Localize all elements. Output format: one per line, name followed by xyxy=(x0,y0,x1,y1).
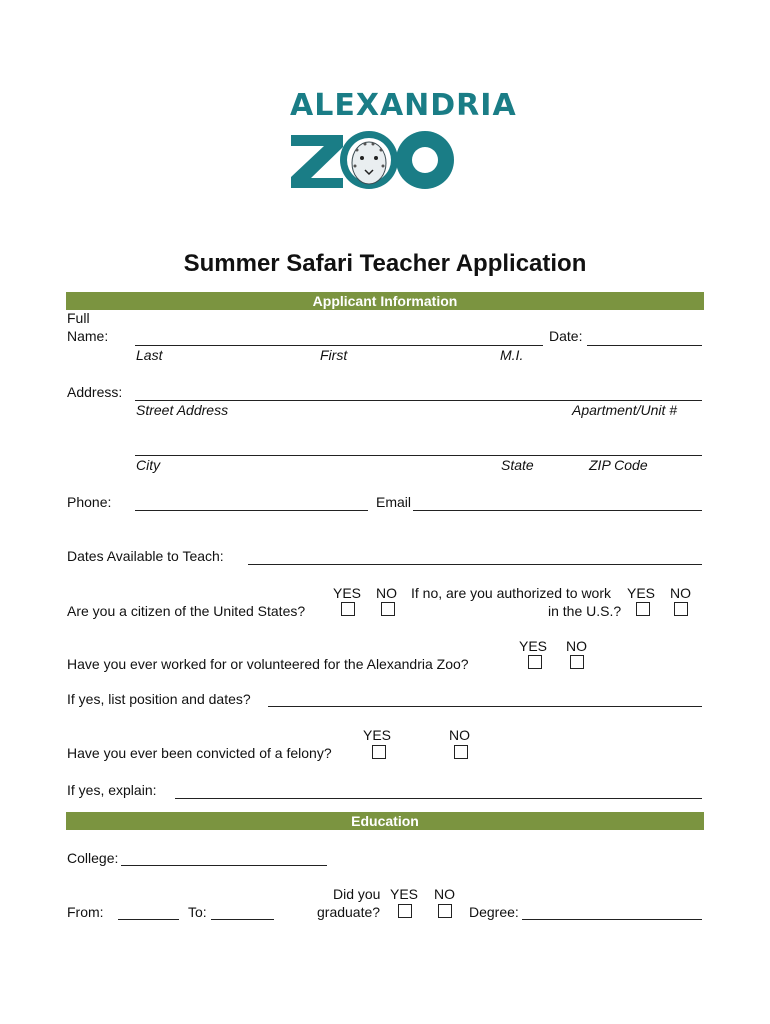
degree-field[interactable] xyxy=(522,919,702,920)
full-name-field[interactable] xyxy=(135,345,543,346)
graduate-no-checkbox[interactable] xyxy=(438,904,452,918)
date-label: Date: xyxy=(549,328,583,344)
graduate-no-label: NO xyxy=(434,886,455,902)
email-label: Email xyxy=(376,494,412,510)
authorized-yes-label: YES xyxy=(627,585,656,601)
city-state-zip-field[interactable] xyxy=(135,455,702,456)
degree-label: Degree: xyxy=(469,904,519,920)
date-field[interactable] xyxy=(587,345,702,346)
list-position-field[interactable] xyxy=(268,706,702,707)
worked-no-label: NO xyxy=(566,638,587,654)
street-caption: Street Address xyxy=(136,402,229,418)
authorized-yes-checkbox[interactable] xyxy=(636,602,650,616)
citizen-question: Are you a citizen of the United States? xyxy=(67,603,306,619)
zoo-logo-icon xyxy=(291,130,455,192)
to-field[interactable] xyxy=(211,919,274,920)
graduate-yes-label: YES xyxy=(390,886,419,902)
authorized-question-1: If no, are you authorized to work xyxy=(411,585,611,601)
explain-label: If yes, explain: xyxy=(67,782,157,798)
worked-no-checkbox[interactable] xyxy=(570,655,584,669)
first-caption: First xyxy=(320,347,348,363)
citizen-no-checkbox[interactable] xyxy=(381,602,395,616)
apt-caption: Apartment/Unit # xyxy=(572,402,678,418)
street-address-field[interactable] xyxy=(135,400,702,401)
felony-yes-checkbox[interactable] xyxy=(372,745,386,759)
graduate-label-2: graduate? xyxy=(317,904,381,920)
dates-available-label: Dates Available to Teach: xyxy=(67,548,224,564)
citizen-no-label: NO xyxy=(376,585,397,601)
felony-no-checkbox[interactable] xyxy=(454,745,468,759)
section-education-header: Education xyxy=(66,812,704,830)
zip-caption: ZIP Code xyxy=(589,457,648,473)
list-position-label: If yes, list position and dates? xyxy=(67,691,251,707)
state-caption: State xyxy=(501,457,534,473)
worked-question: Have you ever worked for or volunteered for the Alexandria Zoo? xyxy=(67,656,469,672)
citizen-yes-checkbox[interactable] xyxy=(341,602,355,616)
explain-field[interactable] xyxy=(175,798,702,799)
mi-caption: M.I. xyxy=(500,347,524,363)
city-caption: City xyxy=(136,457,161,473)
logo-zoo xyxy=(291,130,455,192)
full-name-label-2: Name: xyxy=(67,328,109,344)
phone-label: Phone: xyxy=(67,494,112,510)
section-applicant-header: Applicant Information xyxy=(66,292,704,310)
dates-available-field[interactable] xyxy=(248,564,702,565)
address-label: Address: xyxy=(67,384,123,400)
college-field[interactable] xyxy=(121,865,327,866)
worked-yes-checkbox[interactable] xyxy=(528,655,542,669)
from-label: From: xyxy=(67,904,104,920)
college-label: College: xyxy=(67,850,119,866)
phone-field[interactable] xyxy=(135,510,368,511)
authorized-no-checkbox[interactable] xyxy=(674,602,688,616)
felony-question: Have you ever been convicted of a felony? xyxy=(67,745,332,761)
authorized-no-label: NO xyxy=(670,585,691,601)
to-label: To: xyxy=(188,904,207,920)
last-caption: Last xyxy=(136,347,163,363)
authorized-question-2: in the U.S.? xyxy=(548,603,622,619)
citizen-yes-label: YES xyxy=(333,585,362,601)
page-title: Summer Safari Teacher Application xyxy=(183,250,587,277)
worked-yes-label: YES xyxy=(519,638,548,654)
graduate-label-1: Did you xyxy=(333,886,381,902)
from-field[interactable] xyxy=(118,919,179,920)
email-field[interactable] xyxy=(413,510,702,511)
felony-yes-label: YES xyxy=(363,727,392,743)
full-name-label-1: Full xyxy=(67,310,90,326)
felony-no-label: NO xyxy=(449,727,470,743)
graduate-yes-checkbox[interactable] xyxy=(398,904,412,918)
logo-wordmark: ALEXANDRIA xyxy=(290,88,517,123)
